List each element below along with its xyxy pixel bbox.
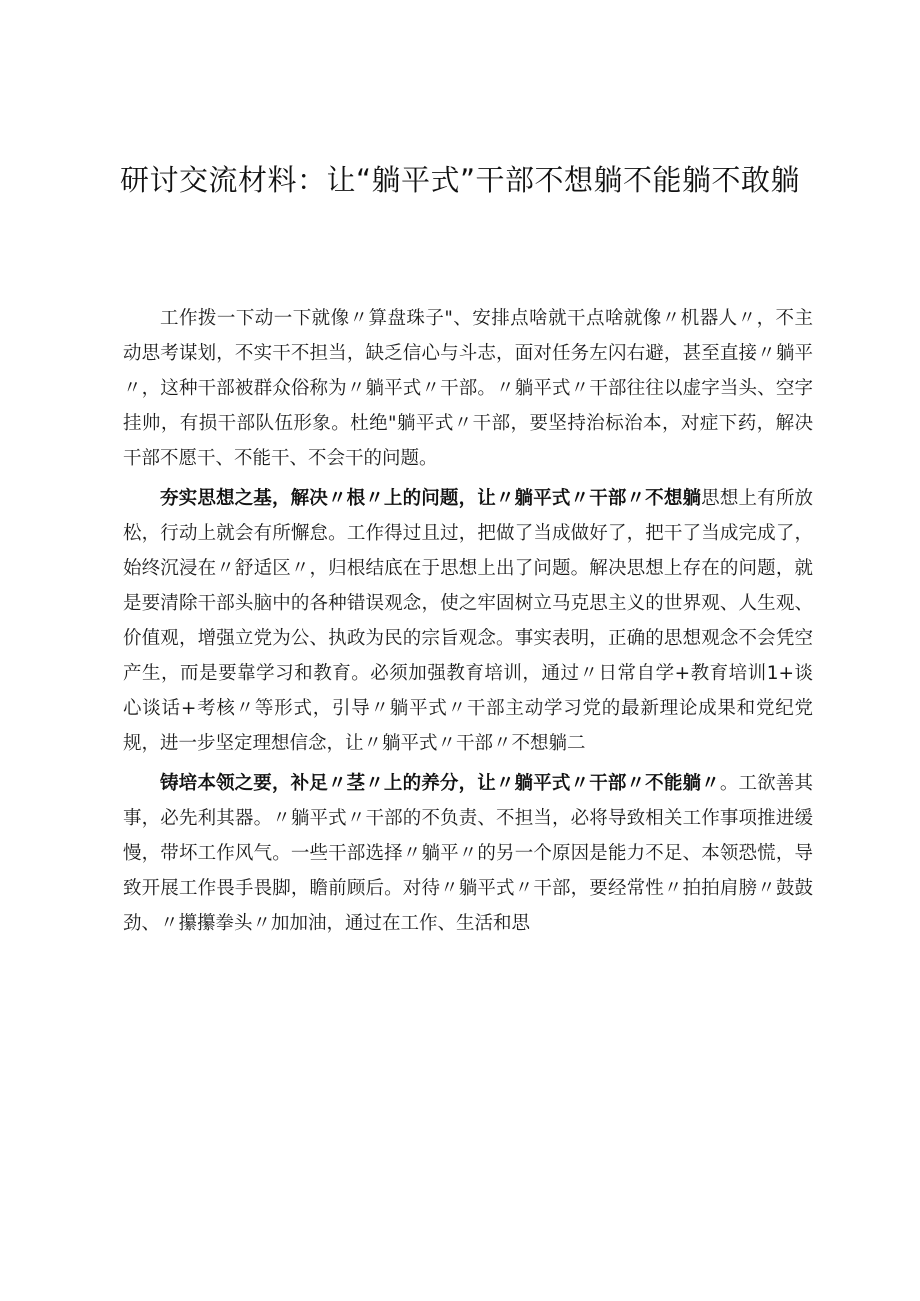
document-body	[123, 301, 813, 946]
paragraph-lead: 铸培本领之要，补足〃茎〃上的养分，让〃躺平式〃干部〃不能躺〃	[160, 773, 720, 794]
paragraph-text: 工作拨一下动一下就像〃算盘珠子"、安排点啥就干点啥就像〃机器人〃，不主动思考谋划，不实干不担当，缺乏信心与斗志，面对任务左闪右避，甚至直接〃躺平〃，这种干部被群众俗称为〃躺平式〃干部。〃躺平式〃干部往往以虚字当头、空字挂帅，有损干部队伍形象。杜绝"躺平式〃干部，要坚持治标治本，对症下药，解决干部不愿干、不能干、不会干的问题。	[123, 308, 813, 469]
document-title: 研讨交流材料：让“躺平式”干部不想躺不能躺不敢躺	[119, 163, 801, 197]
section-paragraph-ability	[123, 766, 813, 941]
intro-paragraph	[123, 301, 813, 476]
paragraph-text: 思想上有所放松，行动上就会有所懈怠。工作得过且过，把做了当成做好了，把干了当成完成了，始终沉浸在〃舒适区〃，归根结底在于思想上出了问题。解决思想上存在的问题，就是要清除干部头脑中的各种错误观念，使之牢固树立马克思主义的世界观、人生观、价值观，增强立党为公、执政为民的宗旨观念。事实表明，正确的思想观念不会凭空产生，而是要靠学习和教育。必须加强教育培训，通过〃日常自学+教育培训1+谈心谈话+考核〃等形式，引导〃躺平式〃干部主动学习党的最新理论成果和党纪党规，进一步坚定理想信念，让〃躺平式〃干部〃不想躺二	[123, 488, 813, 754]
paragraph-text: 。工欲善其事，必先利其器。〃躺平式〃干部的不负责、不担当，必将导致相关工作事项推进缓慢，带坏工作风气。一些干部选择〃躺平〃的另一个原因是能力不足、本领恐慌，导致开展工作畏手畏脚，瞻前顾后。对待〃躺平式〃干部，要经常性〃拍拍肩膀〃鼓鼓劲、〃攥攥拳头〃加加油，通过在工作、生活和思	[123, 773, 813, 934]
paragraph-lead: 夯实思想之基，解决〃根〃上的问题，让〃躺平式〃干部〃不想躺	[160, 488, 702, 509]
section-paragraph-thought	[123, 481, 813, 761]
